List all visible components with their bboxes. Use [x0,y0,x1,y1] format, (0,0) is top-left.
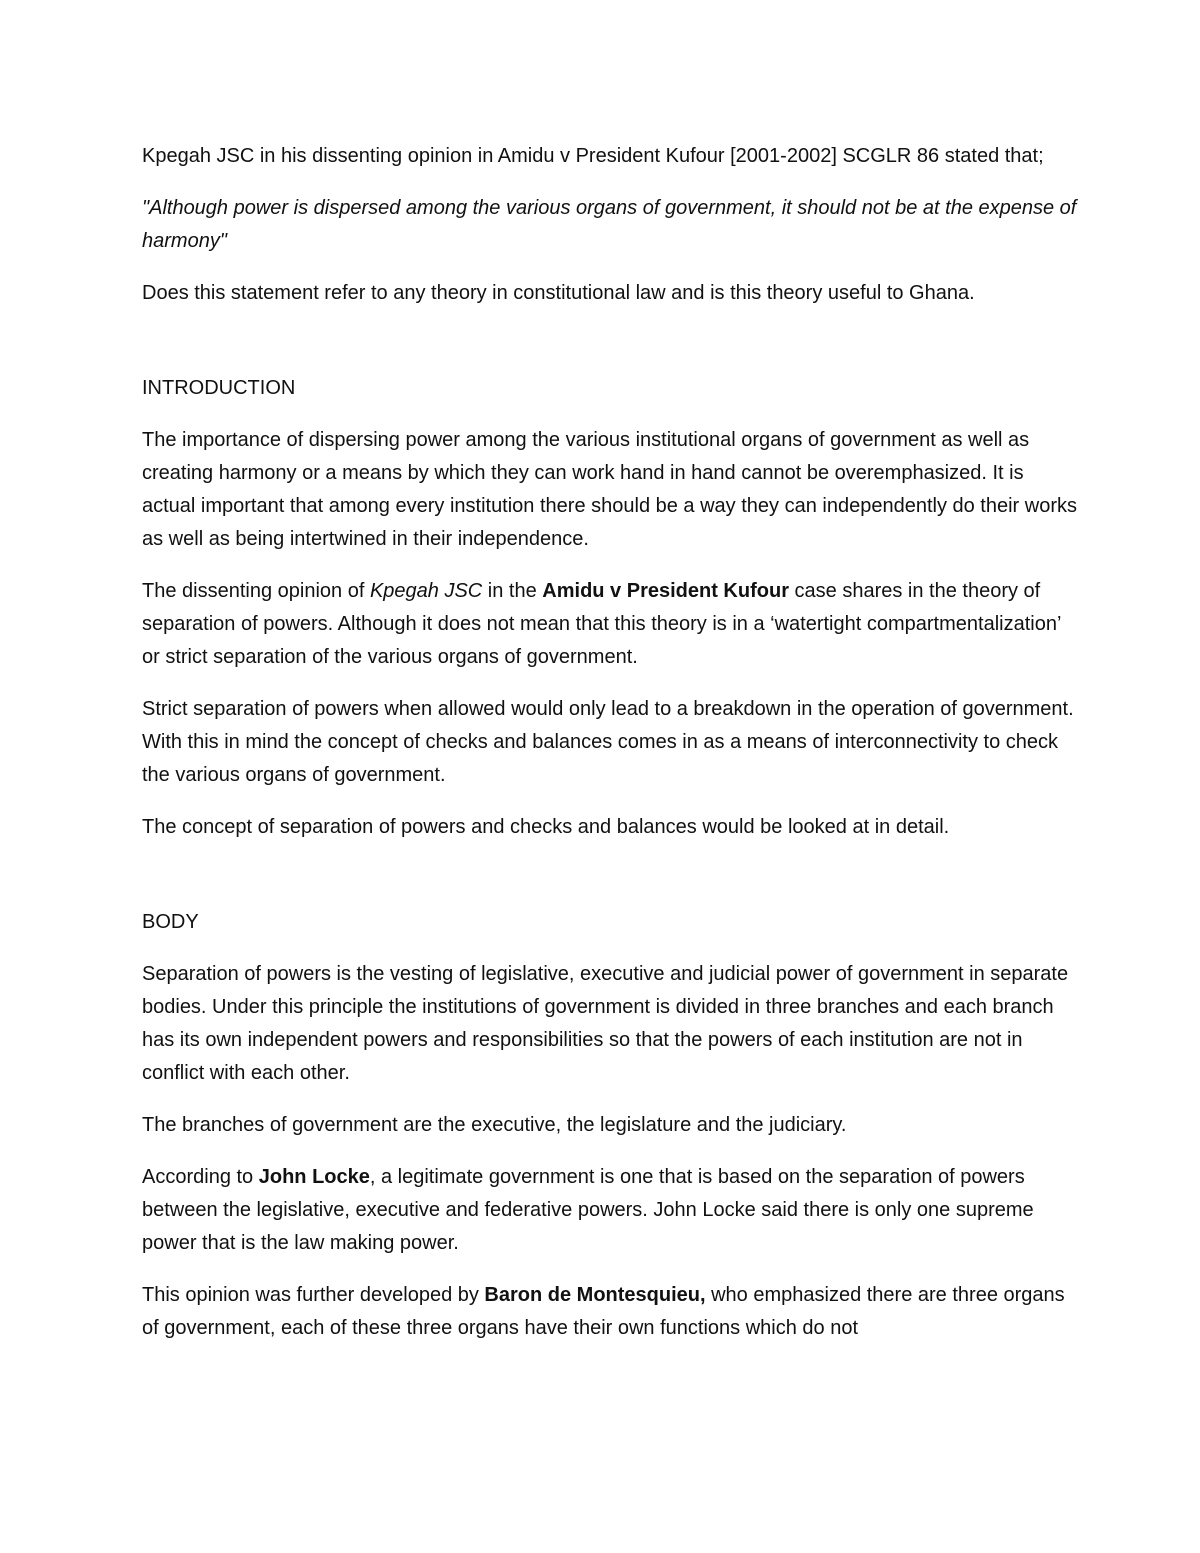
introduction-paragraph-2 [142,575,1082,674]
judge-name: Kpegah JSC [369,580,483,602]
body-paragraph-1: Separation of powers is the vesting of legislative, executive and judicial power of government in separate bodies. Under this principle the institutions of government is divided in three branches and each branch has its own independent powers and responsibilities so that the powers of each institution are not in conflict with each other. [142,963,1069,1084]
question-intro: Kpegah JSC in his dissenting opinion in Amidu v President Kufour [2001-2002] SCGLR 86 stated that; [142,145,1044,167]
question-quote: "Although power is dispersed among the various organs of government, it should not be at the expense of harmony" [142,197,1077,252]
introduction-paragraph-3: Strict separation of powers when allowed would only lead to a breakdown in the operation of government. With this in mind the concept of checks and balances comes in as a means of interconnectivity to check the various organs of government. [142,698,1074,786]
body-p4-text-1: This opinion was further developed by [142,1284,485,1306]
john-locke-name: John Locke [258,1166,370,1188]
document-content [142,140,1082,1364]
question-prompt: Does this statement refer to any theory in constitutional law and is this theory useful to Ghana. [142,282,975,304]
introduction-heading: INTRODUCTION [142,377,296,399]
introduction-p2-text-3: case shares in the theory of separation of powers. Although it does not mean that this theory is in a ‘watertight compartmentalization’ or strict separation of the various organs of government. [142,580,1061,668]
introduction-p2-text-1: The dissenting opinion of [142,580,370,602]
body-paragraph-4 [142,1279,1082,1345]
body-paragraph-2: The branches of government are the executive, the legislature and the judiciary. [142,1114,847,1136]
introduction-p2-text-2: in the [482,580,543,602]
body-paragraph-3 [142,1161,1082,1260]
body-p4-text-2: who emphasized there are three organs of government, each of these three organs have their own functions which do not [142,1284,1065,1339]
montesquieu-name: Baron de Montesquieu, [484,1284,706,1306]
body-p3-text-1: According to [142,1166,259,1188]
body-p3-text-2: , a legitimate government is one that is based on the separation of powers between the legislative, executive and federative powers. John Locke said there is only one supreme power that is the law making power. [142,1166,1034,1254]
introduction-paragraph-1: The importance of dispersing power among the various institutional organs of government as well as creating harmony or a means by which they can work hand in hand cannot be overemphasized. It is actual important that among every institution there should be a way they can independently do their works as well as being intertwined in their independence. [142,429,1077,550]
introduction-paragraph-4: The concept of separation of powers and checks and balances would be looked at in detail. [142,816,950,838]
body-heading: BODY [142,911,199,933]
case-name: Amidu v President Kufour [542,580,789,602]
